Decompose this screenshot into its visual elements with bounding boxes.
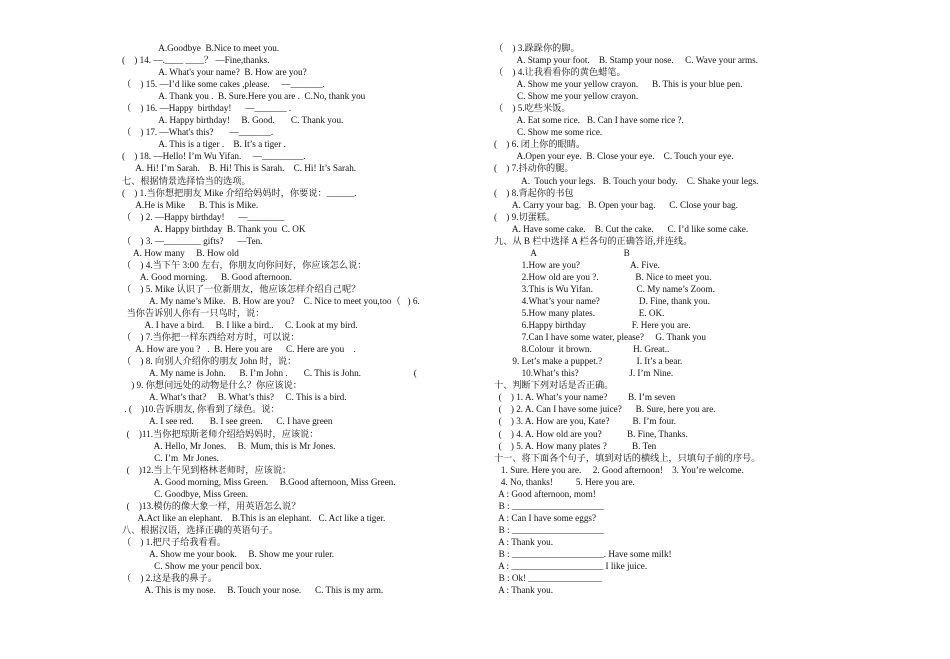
text-line: 10.What’s this? J. I’m Nine.	[494, 368, 674, 379]
text-line: . ( )10.告诉朋友, 你看到了绿色。说：	[122, 404, 280, 415]
text-line: （ ) 4.当下午 3:00 左右，你朋友向你问好，你应该怎么说：	[122, 259, 367, 270]
text-line: A : Can I have some eggs?	[494, 512, 597, 523]
text-line: A. Good morning, Miss Green. B.Good afternoon, Miss Green.	[122, 476, 396, 487]
text-line: 4.What’s your name? D. Fine, thank you.	[494, 295, 710, 306]
text-line: C. Show me your pencil box.	[122, 561, 262, 572]
text-line: C. Show me your yellow crayon.	[494, 91, 639, 102]
text-line: A. Have some cake. B. Cut the cake. C. I’d like some cake.	[494, 223, 749, 234]
text-line: C. Goodbye, Miss Green.	[122, 488, 249, 499]
text-line: （ ) 15. —I’d like some cakes ,please. —_______.	[122, 79, 325, 90]
text-line: ( )11.当你把琼斯老师介绍给妈妈时，应该说：	[122, 428, 319, 439]
text-line: A. Show me your yellow crayon. B. This is your blue pen.	[494, 79, 743, 90]
text-line: ( ) 3. A. How are you, Kate? B. I’m four.	[494, 416, 676, 427]
text-line: A. Hi! I’m Sarah. B. Hi! This is Sarah. C. Hi! It’s Sarah.	[122, 163, 357, 174]
text-line: （ ) 1.把尺子给我看看。	[122, 536, 227, 547]
text-line: 1.How are you? A. Five.	[494, 259, 660, 270]
text-line: 八、根据汉语，选择正确的英语句子。	[122, 524, 279, 535]
text-line: A : ____________________ I like juice.	[494, 561, 648, 572]
text-line: A. I have a bird. B. I like a bird.. C. Look at my bird.	[122, 320, 358, 331]
text-line: A. Stamp your foot. B. Stamp your nose. C. Wave your arms.	[494, 55, 758, 66]
text-line: A. I see red. B. I see green. C. I have green	[122, 416, 333, 427]
text-line: A. What's your name? B. How are you?	[122, 67, 307, 78]
text-line: A. Happy birthday! B. Good. C. Thank you.	[122, 115, 344, 126]
text-line: 九、从 B 栏中选择 A 栏各句的正确答语,并连线。	[494, 235, 693, 246]
text-line: A.He is Mike B. This is Mike.	[122, 199, 259, 210]
text-line: （ ) 3.跺跺你的脚。	[494, 43, 580, 53]
text-line: 七、根据情景选择恰当的选项。	[122, 175, 251, 186]
text-line: A. Good morning. B. Good afternoon.	[122, 271, 292, 282]
text-line: A. This is my nose. B. Touch your nose. C. This is my arm.	[122, 585, 384, 596]
text-line: ( )13.模仿的像大象一样，用英语怎么说？	[122, 500, 301, 511]
text-line: （ ) 7.当你把一样东西给对方时，可以说：	[122, 332, 300, 343]
text-line: 7.Can I have some water, please? G. Thank you	[494, 332, 706, 343]
text-line: 3.This is Wu Yifan. C. My name’s Zoom.	[494, 283, 715, 294]
text-line: 2.How old are you ?. B. Nice to meet you.	[494, 271, 712, 282]
text-line: ( ) 9.切蛋糕。	[494, 211, 556, 222]
text-line: A. Carry your bag. B. Open your bag. C. Close your bag.	[494, 199, 738, 210]
text-line: B : ____________________	[494, 500, 604, 511]
text-line: 当你告诉别人你有一只鸟时，说：	[122, 308, 265, 319]
text-line: A. My name is John. B. I’m John . C. This is John. (	[122, 368, 417, 379]
text-line: A. Thank you . B. Sure.Here you are . C.No, thank you	[122, 91, 366, 102]
text-line: ( ) 7.抖动你的腿。	[494, 163, 574, 174]
text-line: A. Touch your legs. B. Touch your body. C. Shake your legs.	[494, 175, 759, 186]
text-line: A. What’s that? B. What’s this? C. This is a bird.	[122, 392, 347, 403]
text-line: ( ) 2. A. Can I have some juice? B. Sure, here you are.	[494, 404, 716, 415]
text-line: A. This is a tiger . B. It’s a tiger .	[122, 139, 286, 150]
text-line: （ ) 17. —What's this? —_______.	[122, 127, 274, 138]
text-line: 十一、将下面各个句子，填到对话的横线上，只填句子前的序号。	[494, 452, 761, 463]
text-line: （ ) 2. —Happy birthday! —________	[122, 211, 285, 222]
text-line: B : ____________________	[494, 524, 604, 535]
text-line: 十、判断下列对话是否正确。	[494, 380, 614, 391]
text-line: 8.Colour it brown. H. Great..	[494, 344, 670, 355]
text-line: （ ) 3. —________ gifts? —Ten.	[122, 235, 263, 246]
text-line: C. Show me some rice.	[494, 127, 603, 138]
text-line: B : Ok! ________________	[494, 573, 602, 584]
text-line: ( ) 18. —Hello! I’m Wu Yifan. —_________.	[122, 151, 306, 162]
text-line: A : Thank you.	[494, 536, 554, 547]
text-line: A.Act like an elephant. B.This is an elephant. C. Act like a tiger.	[122, 512, 386, 523]
text-line: A : Good afternoon, mom!	[494, 488, 596, 499]
text-line: B : ____________________. Have some milk!	[494, 548, 672, 559]
text-line: A.Open your eye. B. Close your eye. C. Touch your eye.	[494, 151, 734, 162]
text-line: （ ) 8. 向别人介绍你的朋友 John 时，说：	[122, 356, 297, 367]
text-line: ) 9. 你想问远处的动物是什么？你应该说：	[122, 380, 302, 391]
text-line: ( ) 1.当你想把朋友 Mike 介绍给妈妈时，你要说：______.	[122, 187, 357, 198]
text-line: （ ) 16. —Happy birthday! —_______ .	[122, 103, 292, 114]
text-line: ( ) 6. 闭上你的眼睛。	[494, 139, 586, 150]
text-line: A. How are you ? . B. Here you are C. Here are you .	[122, 344, 356, 355]
text-line: A. Happy birthday B. Thank you C. OK	[122, 223, 306, 234]
text-line: A. My name’s Mike. B. How are you? C. Nice to meet you,too（ ) 6.	[122, 295, 420, 306]
text-line: 9. Let’s make a puppet.? I. It’s a bear.	[494, 356, 683, 367]
text-line: A. How many B. How old	[122, 247, 239, 258]
text-line: A B	[494, 247, 630, 258]
text-line: （ ) 5. Mike 认识了一位新朋友，他应该怎样介绍自己呢？	[122, 283, 361, 294]
text-line: A. Hello, Mr Jones. B. Mum, this is Mr Jones.	[122, 440, 336, 451]
text-line: （ ) 2.这是我的鼻子。	[122, 573, 217, 584]
text-line: A.Goodbye B.Nice to meet you.	[122, 43, 280, 53]
text-line: A : Thank you.	[494, 585, 554, 596]
text-line: 1. Sure. Here you are. 2. Good afternoon! 3. You’re welcome.	[494, 464, 744, 475]
text-line: ( ) 5. A. How many plates ? B. Ten	[494, 440, 657, 451]
text-line: （ ) 4.让我看看你的黄色蜡笔。	[494, 67, 626, 78]
text-line: ( ) 1. A. What’s your name? B. I’m seven	[494, 392, 676, 403]
text-line: （ ) 5.吃些米饭。	[494, 103, 571, 114]
text-line: ( )12.当上午见到格林老师时，应该说：	[122, 464, 292, 475]
text-line: 5.How many plates. E. OK.	[494, 308, 665, 319]
text-line: 6.Happy birthday F. Here you are.	[494, 320, 691, 331]
text-line: 4. No, thanks! 5. Here you are.	[494, 476, 635, 487]
left-column	[122, 42, 467, 596]
text-line: A. Eat some rice. B. Can I have some rice ?.	[494, 115, 684, 126]
text-line: ( ) 14. —.____ ____？ —Fine,thanks.	[122, 55, 270, 66]
text-line: A. Show me your book. B. Show me your ruler.	[122, 548, 335, 559]
text-line: ( ) 8.背起你的书包	[494, 187, 574, 198]
right-column	[494, 42, 814, 596]
text-line: C. I’m Mr Jones.	[122, 452, 219, 463]
text-line: ( ) 4. A. How old are you? B. Fine, Thanks.	[494, 428, 688, 439]
